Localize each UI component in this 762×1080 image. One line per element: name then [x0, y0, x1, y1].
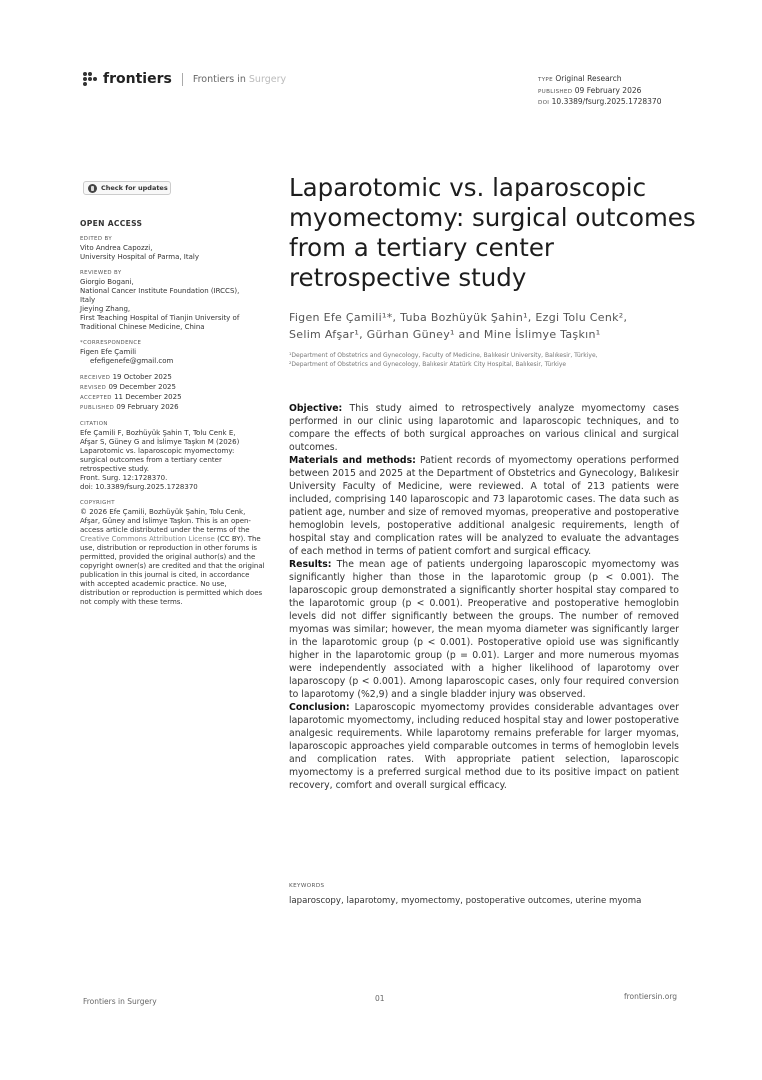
- date-value: 11 December 2025: [114, 393, 182, 401]
- section-label: Objective:: [289, 403, 343, 414]
- correspondence-email[interactable]: efefigenefe@gmail.com: [90, 357, 174, 365]
- update-icon: [88, 184, 97, 193]
- date-key: REVISED: [80, 385, 107, 391]
- correspondence-name: Figen Efe Çamili: [80, 348, 137, 356]
- citation-line: doi: 10.3389/fsurg.2025.1728370: [80, 483, 198, 491]
- reviewed-by-label: REVIEWED BY: [80, 270, 122, 276]
- article-meta: [538, 74, 661, 109]
- check-updates-label: Check for updates: [101, 184, 168, 192]
- keywords: laparoscopy, laparotomy, myomectomy, postoperative outcomes, uterine myoma: [289, 896, 642, 906]
- journal-subject: Surgery: [248, 73, 287, 85]
- open-access-label: OPEN ACCESS: [80, 219, 143, 228]
- date-value: 09 February 2026: [116, 403, 179, 411]
- doi-key: DOI: [538, 100, 550, 106]
- copyright-part: © 2026 Efe Çamili, Bozhüyük Şahin, Tolu Cenk, Afşar, Güney and İslimye Taşkın. This is an open-access article distributed under the terms of the: [80, 508, 251, 534]
- type-value: Original Research: [555, 74, 622, 83]
- journal-name: [193, 74, 286, 85]
- reviewer-line: Italy: [80, 296, 96, 304]
- copyright-text: [80, 508, 265, 607]
- reviewer-line: Giorgio Bogani,: [80, 278, 134, 286]
- published-key: PUBLISHED: [538, 88, 573, 95]
- authors-line: Selim Afşar¹, Gürhan Güney¹ and Mine İslimye Taşkın¹: [289, 328, 601, 341]
- abstract-conclusion: [289, 701, 679, 792]
- author-list: [289, 309, 689, 343]
- date-key: PUBLISHED: [80, 405, 115, 411]
- affiliation: ²Department of Obstetrics and Gynecology, Balıkesir Atatürk City Hospital, Balıkesir, Türkiye: [289, 361, 567, 368]
- abstract-results: [289, 558, 679, 701]
- date-key: RECEIVED: [80, 375, 111, 381]
- citation-line: Afşar S, Güney G and İslimye Taşkın M (2026): [80, 438, 240, 446]
- footer-site-link[interactable]: frontiersin.org: [624, 992, 678, 1001]
- section-text: This study aimed to retrospectively analyze myomectomy cases performed in our clinic using laparotomic and laparoscopic techniques, and to compare the effects of both surgical approaches on various clinical and surgical outcomes.: [289, 403, 679, 453]
- section-text: The mean age of patients undergoing laparoscopic myomectomy was significantly higher than those in the laparotomic group (p < 0.001). The laparoscopic group demonstrated a significantly shorter hospital stay compared to the laparotomic group (p < 0.001). Preoperative and postoperative hemoglobin levels did not differ significantly between the groups. The number of removed myomas was similar; however, the mean myoma diameter was significantly larger in the laparotomic group (p < 0.001). Postoperative opioid use was significantly higher in the laparotomic group (p = 0.01). Larger and more numerous myomas were independently associated with a higher likelihood of laparotomy over laparoscopy (p < 0.001). Among laparoscopic cases, only four required conversion to laparotomy (%2,9) and a single bladder injury was observed.: [289, 559, 679, 700]
- doi-link[interactable]: 10.3389/fsurg.2025.1728370: [551, 97, 662, 106]
- copyright-label: COPYRIGHT: [80, 500, 115, 506]
- article-dates: [80, 373, 265, 413]
- page-number: 01: [375, 994, 385, 1003]
- abstract: [289, 402, 679, 792]
- citation-label: CITATION: [80, 421, 108, 427]
- copyright-part: (CC BY). The use, distribution or reproduction in other forums is permitted, provided the original author(s) and the copyright owner(s) are credited and that the original publication in this journal is cited, in accordance with accepted academic practice. No use, distribution or reproduction is permitted which does not comply with these terms.: [80, 535, 265, 606]
- frontiers-logo-icon: [83, 72, 97, 86]
- date-key: ACCEPTED: [80, 395, 112, 401]
- keywords-label: KEYWORDS: [289, 883, 325, 889]
- logo-divider: [182, 73, 183, 86]
- published-value: 09 February 2026: [574, 85, 642, 95]
- footer-journal: Frontiers in Surgery: [83, 997, 157, 1006]
- journal-logo[interactable]: [83, 71, 286, 87]
- affiliation: ¹Department of Obstetrics and Gynecology, Faculty of Medicine, Balıkesir University, Balıkesir, Türkiye,: [289, 352, 598, 359]
- authors-line: Figen Efe Çamili¹*, Tuba Bozhüyük Şahin¹, Ezgi Tolu Cenk²,: [289, 311, 628, 324]
- sidebar-info: [80, 219, 265, 607]
- citation: [80, 429, 265, 492]
- reviewer-line: Jieying Zhang,: [80, 305, 131, 313]
- section-label: Results:: [289, 559, 332, 570]
- citation-line: Laparotomic vs. laparoscopic myomectomy:: [80, 447, 235, 455]
- citation-line: retrospective study.: [80, 465, 150, 473]
- section-text: Laparoscopic myomectomy provides considerable advantages over laparotomic myomectomy, including reduced hospital stay and lower postoperative analgesic requirements. While laparotomy remains preferable for larger myomas, laparoscopic approaches yield comparable outcomes in terms of hemoglobin levels and complication rates. With appropriate patient selection, laparoscopic myomectomy is a preferred surgical method due to its positive impact on patient recovery, comfort and overall surgical efficacy.: [289, 702, 679, 791]
- reviewer-line: Traditional Chinese Medicine, China: [80, 323, 205, 331]
- abstract-methods: [289, 454, 679, 558]
- edited-by-label: EDITED BY: [80, 236, 113, 242]
- logo-wordmark: frontiers: [103, 71, 172, 87]
- citation-line: Front. Surg. 12:1728370.: [80, 474, 168, 482]
- date-value: 09 December 2025: [108, 383, 176, 391]
- citation-line: Efe Çamili F, Bozhüyük Şahin T, Tolu Cenk E,: [80, 429, 236, 437]
- section-label: Conclusion:: [289, 702, 350, 713]
- reviewer-line: First Teaching Hospital of Tianjin University of: [80, 314, 240, 322]
- check-for-updates-button[interactable]: [83, 181, 171, 195]
- reviewer-line: National Cancer Institute Foundation (IRCCS),: [80, 287, 240, 295]
- citation-line: surgical outcomes from a tertiary center: [80, 456, 222, 464]
- date-value: 19 October 2025: [112, 373, 172, 381]
- affiliations: [289, 351, 709, 369]
- article-title: Laparotomic vs. laparoscopic myomectomy: surgical outcomes from a tertiary center retrospective study: [289, 173, 696, 292]
- correspondence-label: *CORRESPONDENCE: [80, 340, 142, 346]
- editor-line: Vito Andrea Capozzi,: [80, 244, 153, 252]
- editor-line: University Hospital of Parma, Italy: [80, 253, 199, 261]
- section-label: Materials and methods:: [289, 455, 416, 466]
- section-text: Patient records of myomectomy operations performed between 2015 and 2025 at the Department of Obstetrics and Gynecology, Balıkesir University Faculty of Medicine, were reviewed. A total of 213 patients were included, comprising 140 laparoscopic and 73 laparotomic cases. The data such as patient age, number and size of removed myomas, preoperative and postoperative hemoglobin levels, postoperative additional analgesic requirements, length of hospital stay and complication rates will be analyzed to evaluate the advantages of each method in terms of patient comfort and surgical efficacy.: [289, 455, 679, 557]
- abstract-objective: [289, 402, 679, 454]
- type-key: TYPE: [538, 77, 553, 83]
- edited-by: [80, 244, 265, 262]
- reviewed-by: [80, 278, 265, 332]
- license-link[interactable]: Creative Commons Attribution License: [80, 535, 215, 543]
- journal-prefix: Frontiers in: [192, 73, 246, 85]
